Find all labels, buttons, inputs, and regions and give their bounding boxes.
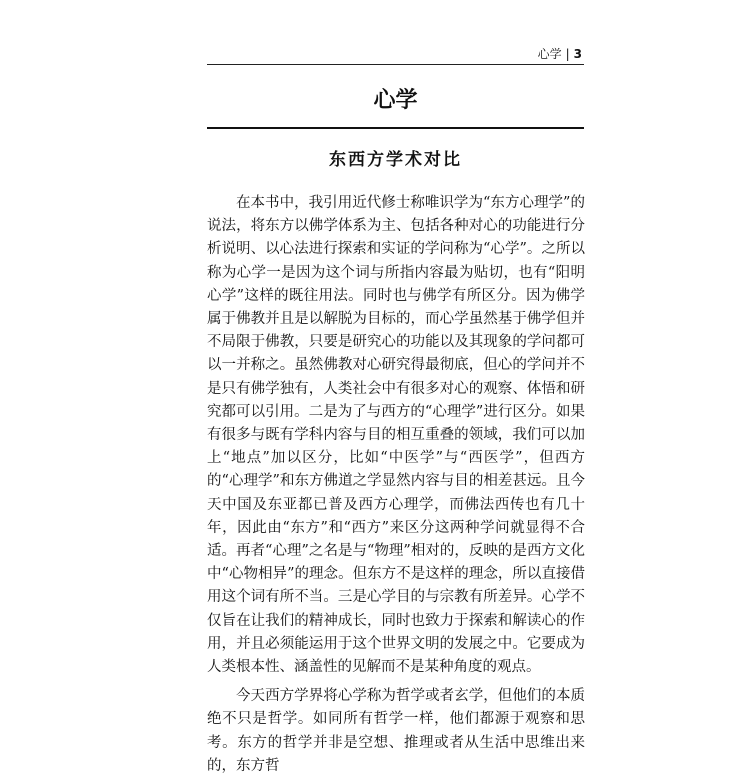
running-title: 心学 (537, 47, 562, 61)
page-number: 3 (573, 47, 582, 61)
body-text (207, 192, 585, 778)
header-rule (207, 64, 584, 65)
chapter-rule (207, 127, 584, 129)
paragraph-1: 在本书中，我引用近代修士称唯识学为“东方心理学”的说法，将东方以佛学体系为主、包括各种对心的功能进行分析说明、以心法进行探索和实证的学问称为“心学”。之所以称为心学一是因为这个词与所指内容最为贴切，也有“阳明心学”这样的既往用法。同时也与佛学有所区分。因为佛学属于佛教并且是以解脱为目标的，而心学虽然基于佛学但并不局限于佛教，只要是研究心的功能以及其现象的学问都可以一并称之。虽然佛教对心研究得最彻底，但心的学问并不是只有佛学独有，人类社会中有很多对心的观察、体悟和研究都可以引用。二是为了与西方的“心理学”进行区分。如果有很多与既有学科内容与目的相互重叠的领域，我们可以加上“地点”加以区分，比如“中医学”与“西医学”，但西方的“心理学”和东方佛道之学显然内容与目的相差甚远。且今天中国及东亚都已普及西方心理学，而佛法西传也有几十年，因此由“东方”和“西方”来区分这两种学问就显得不合适。再者“心理”之名是与“物理”相对的，反映的是西方文化中“心物相异”的理念。但东方不是这样的理念，所以直接借用这个词有所不当。三是心学目的与宗教有所差异。心学不仅旨在让我们的精神成长，同时也致力于探索和解读心的作用，并且必须能运用于这个世界文明的发展之中。它要成为人类根本性、涵盖性的见解而不是某种角度的观点。 (207, 195, 585, 676)
section-title: 东西方学术对比 (329, 150, 462, 170)
paragraph-2: 今天西方学界将心学称为哲学或者玄学，但他们的本质绝不只是哲学。如同所有哲学一样，他们都源于观察和思考。东方的哲学并非是空想、推理或者从生活中思维出来的，东方哲 (207, 688, 585, 774)
running-header (538, 47, 582, 61)
header-separator: | (565, 47, 570, 61)
chapter-title: 心学 (373, 88, 418, 113)
